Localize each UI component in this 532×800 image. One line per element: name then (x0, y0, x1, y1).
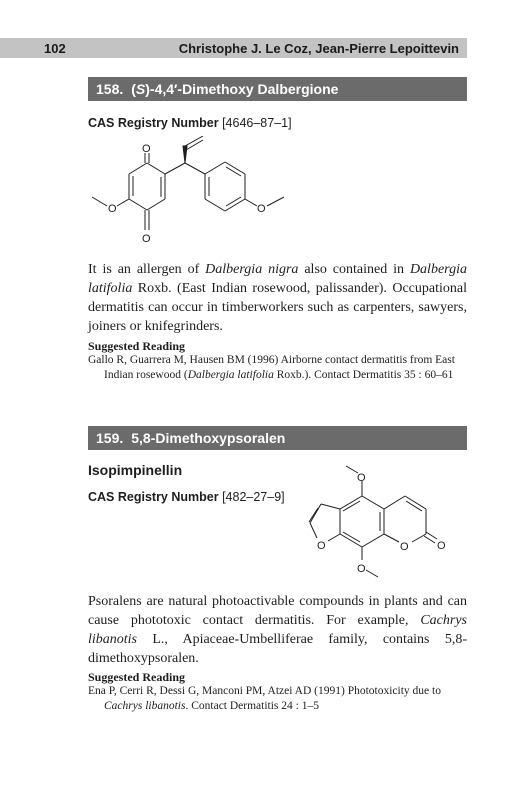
entry-158-suggested-reading-heading: Suggested Reading (88, 339, 186, 353)
atom-o: O (108, 203, 117, 215)
entry-159-cas-line: CAS Registry Number [482–27–9] (88, 490, 285, 504)
running-header (0, 38, 467, 58)
atom-o: O (437, 540, 446, 552)
entry-159-suggested-reading-heading: Suggested Reading (88, 670, 186, 684)
entry-159-description: Psoralens are natural photoactivable compounds in plants and can cause phototoxic contact dermatitis. For example, Cachrys libanotis L., Apiaceae-Umbelliferae family, contains 5,8-dimethoxypsoralen. (88, 594, 467, 666)
entry-159-structure (295, 460, 455, 582)
entry-159-title: 5,8-Dimethoxypsoralen (131, 430, 286, 446)
atom-o: O (257, 203, 266, 215)
entry-158-description: It is an allergen of Dalbergia nigra also contained in Dalbergia latifolia Roxb. (East Indian rosewood, palissander). Occupational dermatitis can occur in timberworkers such as carpenters, sawyers, joiners or knifegrinders. (88, 262, 467, 334)
entry-159-reference: Ena P, Cerri R, Dessi G, Manconi PM, Atzei AD (1991) Phototoxicity due to Cachrys libanotis. Contact Dermatitis 24 : 1–5 (88, 685, 441, 712)
entry-158-reference: Gallo R, Guarrera M, Hausen BM (1996) Airborne contact dermatitis from East Indian rosewood (Dalbergia latifolia Roxb.). Contact Dermatitis 35 : 60–61 (88, 354, 455, 381)
atom-o: O (317, 540, 326, 552)
entry-159-title-bar (88, 426, 467, 450)
atom-o: O (400, 541, 409, 553)
entry-158-structure (80, 136, 300, 248)
entry-159-cas-number: [482–27–9] (222, 490, 285, 504)
entry-158-title-bar (88, 77, 467, 101)
page-number: 102 (44, 40, 66, 56)
running-header-authors: Christophe J. Le Coz, Jean-Pierre Lepoittevin (178, 40, 459, 56)
entry-158-number: 158. (96, 81, 124, 97)
entry-158-cas-line: CAS Registry Number [4646–87–1] (88, 116, 292, 130)
atom-o: O (357, 472, 366, 484)
atom-o: O (142, 143, 151, 155)
atom-o: O (357, 563, 366, 575)
atom-o: O (142, 233, 151, 245)
entry-159-synonym: Isopimpinellin (88, 462, 183, 478)
entry-158-title: (S)-4,4′-Dimethoxy Dalbergione (131, 81, 339, 97)
entry-159-number: 159. (96, 430, 124, 446)
entry-158-cas-number: [4646–87–1] (222, 116, 292, 130)
